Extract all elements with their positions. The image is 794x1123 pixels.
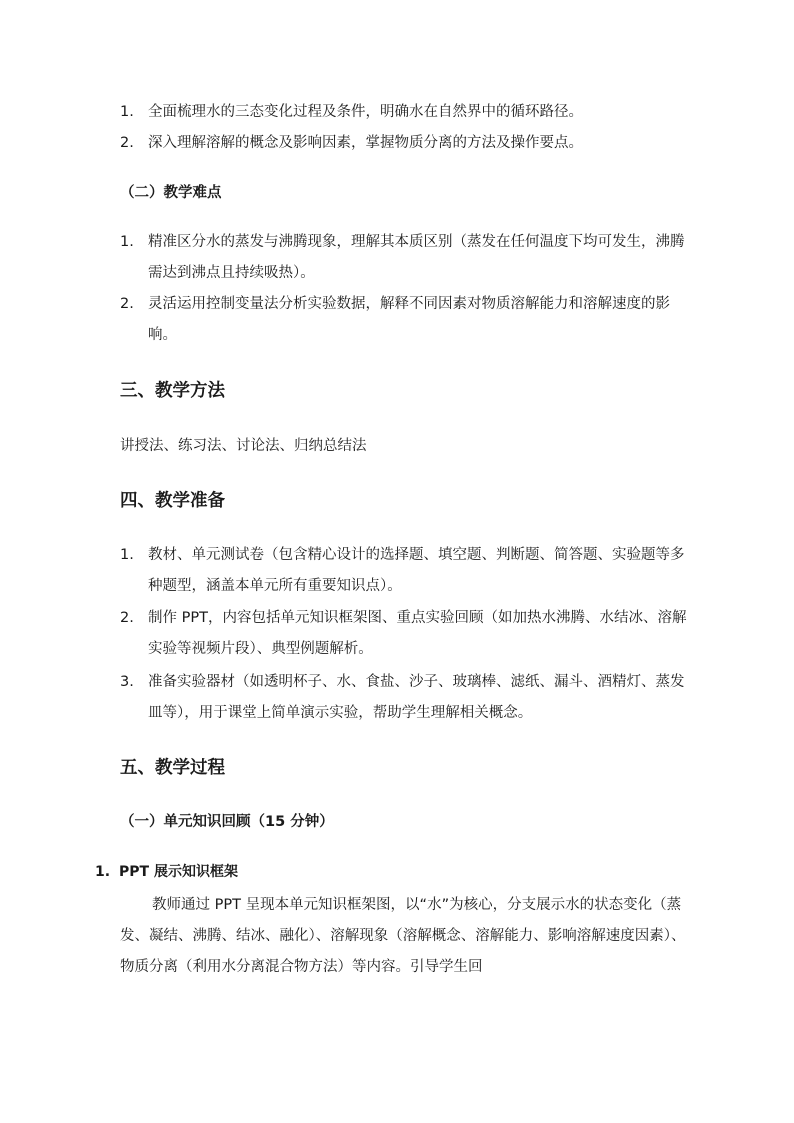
preparation-item <box>120 540 690 602</box>
methods-heading: 三、教学方法 <box>120 381 225 401</box>
difficult-point-item <box>120 289 690 351</box>
list-number: 2. <box>120 296 134 312</box>
list-number: 3. <box>120 674 134 690</box>
list-text: 准备实验器材（如透明杯子、水、食盐、沙子、玻璃棒、滤纸、漏斗、酒精灯、蒸发皿等），用于课堂上简单演示实验，帮助学生理解相关概念。 <box>148 674 685 721</box>
list-number: 1. <box>120 104 134 120</box>
key-point-item <box>120 128 690 159</box>
preparation-heading: 四、教学准备 <box>120 491 225 511</box>
list-number: 2. <box>120 135 134 151</box>
list-text: 灵活运用控制变量法分析实验数据，解释不同因素对物质溶解能力和溶解速度的影响。 <box>148 296 670 343</box>
process-paragraph: 教师通过 PPT 呈现本单元知识框架图，以“水”为核心，分支展示水的状态变化（蒸发、凝结、沸腾、结冰、融化）、溶解现象（溶解概念、溶解能力、影响溶解速度因素）、物质分离（利用水分离混合物方法）等内容。引导学生回 <box>120 897 686 975</box>
list-number: 2. <box>120 610 134 626</box>
process-heading: 五、教学过程 <box>120 758 225 778</box>
step-number: 1. <box>95 864 111 880</box>
step-title-text: PPT 展示知识框架 <box>119 864 238 880</box>
preparation-item <box>120 603 690 665</box>
preparation-item <box>120 667 690 729</box>
list-number: 1. <box>120 547 134 563</box>
key-point-item <box>120 97 690 128</box>
list-number: 1. <box>120 234 134 250</box>
difficult-points-heading: （二）教学难点 <box>120 185 222 201</box>
list-text: 精准区分水的蒸发与沸腾现象，理解其本质区别（蒸发在任何温度下均可发生，沸腾需达到沸点且持续吸热）。 <box>148 234 685 281</box>
difficult-point-item <box>120 227 690 289</box>
methods-text: 讲授法、练习法、讨论法、归纳总结法 <box>120 438 367 454</box>
list-text: 教材、单元测试卷（包含精心设计的选择题、填空题、判断题、简答题、实验题等多种题型，涵盖本单元所有重要知识点）。 <box>148 547 685 594</box>
list-text: 全面梳理水的三态变化过程及条件，明确水在自然界中的循环路径。 <box>148 104 583 120</box>
process-subheading: （一）单元知识回顾（15 分钟） <box>120 814 334 830</box>
list-text: 深入理解溶解的概念及影响因素，掌握物质分离的方法及操作要点。 <box>148 135 583 151</box>
list-text: 制作 PPT，内容包括单元知识框架图、重点实验回顾（如加热水沸腾、水结冰、溶解实验等视频片段）、典型例题解析。 <box>148 610 687 657</box>
process-step-title <box>95 860 238 884</box>
